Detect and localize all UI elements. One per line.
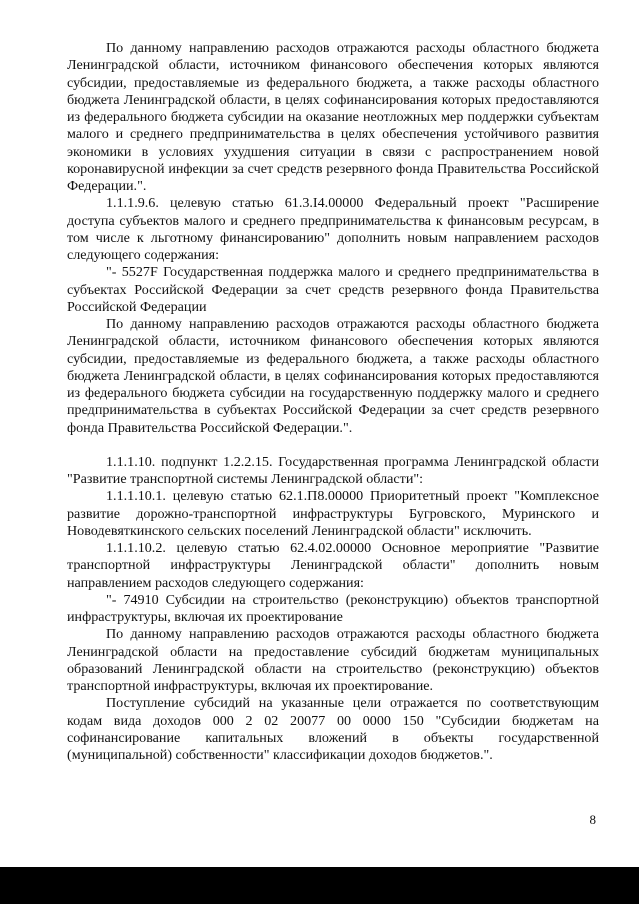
paragraph-2: 1.1.1.9.6. целевую статью 61.3.I4.00000 Федеральный проект "Расширение доступа субъектов малого и среднего предпринимательства к финансовым ресурсам, в том числе к льготному финансированию" дополнить новым направлением расходов следующего содержания: xyxy=(67,195,599,263)
paragraph-1: По данному направлению расходов отражаются расходы областного бюджета Ленинградской области, источником финансового обеспечения которых являются субсидии, предоставляемые из федерального бюджета, а также расходы областного бюджета Ленинградской области, в целях софинансирования которых предоставляются из федерального бюджета субсидии на оказание неотложных мер поддержки субъектам малого и среднего предпринимательства в целях обеспечения устойчивого развития экономики в условиях ухудшения ситуации в связи с распространением новой коронавирусной инфекции за счет средств резервного фонда Правительства Российской Федерации.". xyxy=(67,40,599,194)
paragraph-7: 1.1.1.10.2. целевую статью 62.4.02.00000 Основное мероприятие "Развитие транспортной инфраструктуры Ленинградской области" дополнить новым направлением расходов следующего содержания: xyxy=(67,540,599,591)
page-number: 8 xyxy=(589,812,596,827)
scan-bottom-edge xyxy=(0,867,639,904)
paragraph-6: 1.1.1.10.1. целевую статью 62.1.П8.00000 Приоритетный проект "Комплексное развитие дорожно-транспортной инфраструктуры Бугровского, Муринского и Новодевяткинского сельских поселений Ленинградской области" исключить. xyxy=(67,488,599,539)
paragraph-3: "- 5527F Государственная поддержка малого и среднего предпринимательства в субъектах Российской Федерации за счет средств резервного фонда Правительства Российской Федерации xyxy=(67,264,599,315)
paragraph-5: 1.1.1.10. подпункт 1.2.2.15. Государственная программа Ленинградской области "Развитие транспортной системы Ленинградской области": xyxy=(67,453,599,487)
paragraph-9: По данному направлению расходов отражаются расходы областного бюджета Ленинградской области на предоставление субсидий бюджетам муниципальных образований Ленинградской области на строительство (реконструкцию) объектов транспортной инфраструктуры, включая их проектирование. xyxy=(67,626,599,694)
document-body xyxy=(67,40,599,764)
paragraph-10: Поступление субсидий на указанные цели отражается по соответствующим кодам вида доходов 000 2 02 20077 00 0000 150 "Субсидии бюджетам на софинансирование капитальных вложений в объекты государственной (муниципальной) собственности" классификации доходов бюджетов.". xyxy=(67,695,599,763)
paragraph-4: По данному направлению расходов отражаются расходы областного бюджета Ленинградской области, источником финансового обеспечения которых являются субсидии, предоставляемые из федерального бюджета, а также расходы областного бюджета Ленинградской области, в целях софинансирования которых предоставляются из федерального бюджета субсидии на государственную поддержку малого и среднего предпринимательства в субъектах Российской Федерации за счет средств резервного фонда Правительства Российской Федерации.". xyxy=(67,316,599,436)
paragraph-8: "- 74910 Субсидии на строительство (реконструкцию) объектов транспортной инфраструктуры, включая их проектирование xyxy=(67,591,599,625)
